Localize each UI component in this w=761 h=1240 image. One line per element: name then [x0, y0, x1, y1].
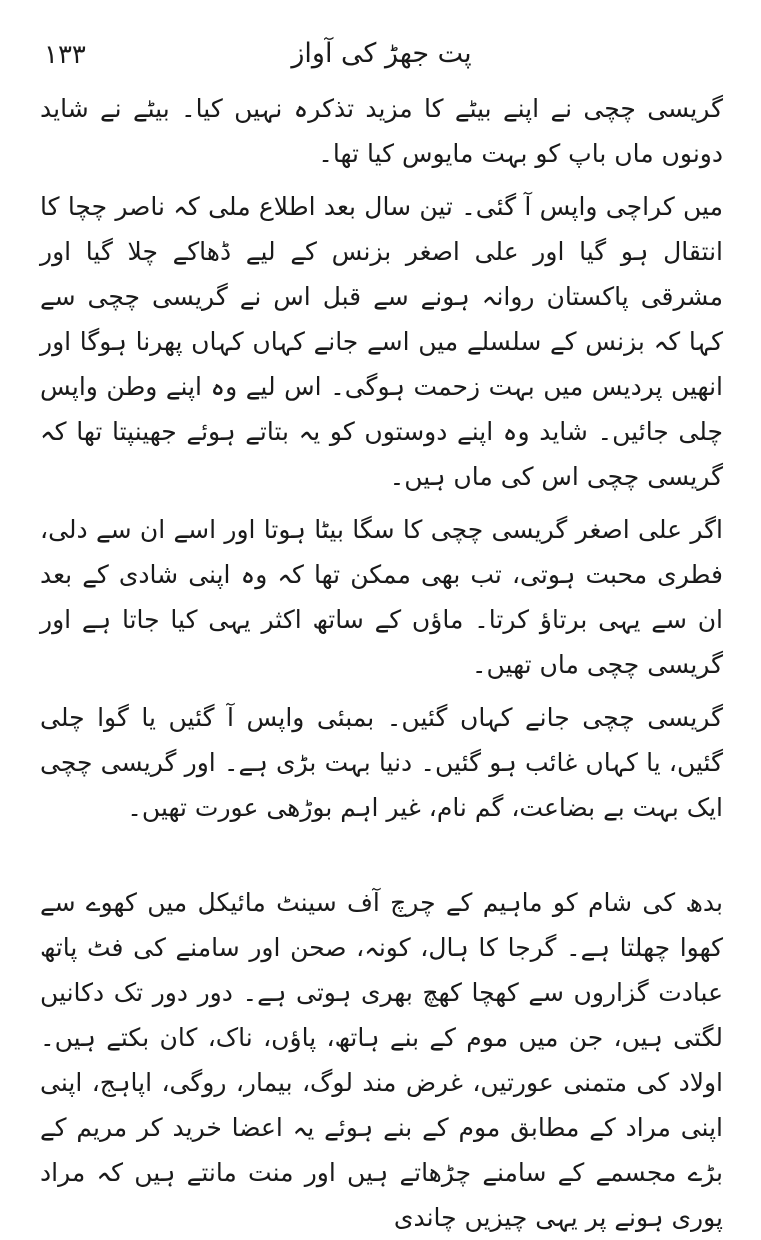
paragraph: گریسی چچی جانے کہاں گئیں۔ بمبئی واپس آ گئیں یا گوا چلی گئیں، یا کہاں غائب ہو گئیں۔ دنیا بہت بڑی ہے۔ اور گریسی چچی ایک بہت بے بضاعت، گم نام، غیر اہم بوڑھی عورت تھیں۔ — [40, 703, 723, 822]
running-title: پت جھڑ کی آواز — [291, 38, 472, 69]
paragraph: اگر علی اصغر گریسی چچی کا سگا بیٹا ہوتا اور اسے ان سے دلی، فطری محبت ہوتی، تب بھی ممکن تھا کہ وہ اپنی شادی کے بعد ان سے یہی برتاؤ کرتا۔ ماؤں کے ساتھ اکثر یہی کیا جاتا ہے اور گریسی چچی ماں تھیں۔ — [40, 515, 723, 679]
paragraph: میں کراچی واپس آ گئی۔ تین سال بعد اطلاع ملی کہ ناصر چچا کا انتقال ہو گیا اور علی اصغر بزنس کے لیے ڈھاکے چلا گیا اور مشرقی پاکستان روانہ ہونے سے قبل اس نے گریسی چچی سے کہا کہ بزنس کے سلسلے میں اسے جانے کہاں کہاں پھرنا ہوگا اور انھیں پردیس میں بہت زحمت ہوگی۔ اس لیے وہ اپنے وطن واپس چلی جائیں۔ شاید وہ اپنے دوستوں کو یہ بتاتے ہوئے جھینپتا تھا کہ گریسی چچی اس کی ماں ہیں۔ — [40, 192, 723, 491]
paragraph: بدھ کی شام کو ماہیم کے چرچ آف سینٹ مائیکل میں کھوے سے کھوا چھلتا ہے۔ گرجا کا ہال، کونہ، صحن اور سامنے کی فٹ پاتھ عبادت گزاروں سے کھچا کھچ بھری ہوتی ہے۔ دور دور تک دکانیں لگتی ہیں، جن میں موم کے بنے ہاتھ، پاؤں، ناک، کان بکتے ہیں۔ اولاد کی متمنی عورتیں، غرض مند لوگ، بیمار، روگی، اپاہج، اپنی اپنی مراد کے مطابق موم کے بنے ہوئے یہ اعضا خرید کر مریم کے بڑے مجسمے کے سامنے چڑھاتے ہیں اور منت مانتے ہیں کہ مراد پوری ہونے پر یہی چیزیں چاندی — [40, 888, 723, 1232]
page-number: ۱۳۳ — [44, 40, 86, 70]
paragraph: گریسی چچی نے اپنے بیٹے کا مزید تذکرہ نہیں کیا۔ بیٹے نے شاید دونوں ماں باپ کو بہت مایوس کیا تھا۔ — [40, 94, 723, 168]
page-header — [40, 30, 723, 86]
body-text — [40, 86, 723, 1240]
